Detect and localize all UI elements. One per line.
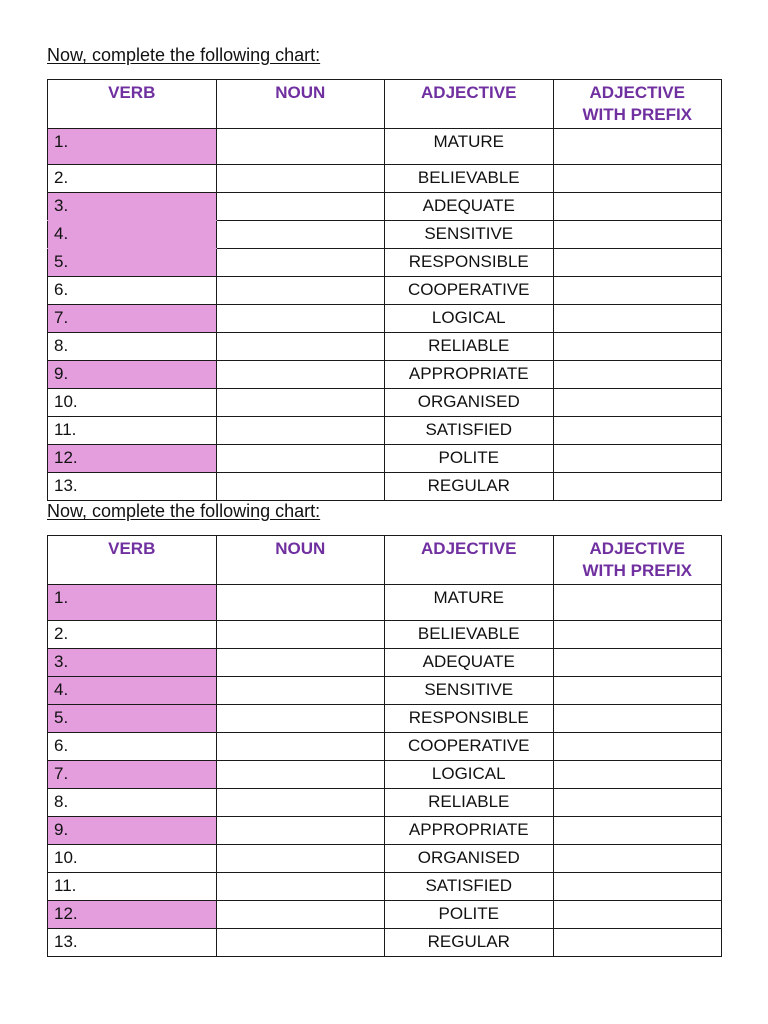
word-formation-chart [47, 79, 722, 501]
adjective-cell: BELIEVABLE [385, 621, 554, 649]
adjective-with-prefix-header: ADJECTIVE WITH PREFIX [553, 536, 722, 585]
header-row [48, 80, 722, 129]
prefix-adjective-cell[interactable] [553, 621, 722, 649]
adjective-cell: APPROPRIATE [385, 361, 554, 389]
verb-cell[interactable]: 10. [48, 845, 217, 873]
noun-cell[interactable] [216, 445, 385, 473]
adjective-cell: MATURE [385, 585, 554, 621]
noun-header: NOUN [216, 536, 385, 585]
table-row [48, 845, 722, 873]
verb-cell[interactable]: 3. [48, 649, 217, 677]
verb-cell[interactable]: 2. [48, 621, 217, 649]
adjective-header: ADJECTIVE [385, 80, 554, 129]
adjective-cell: SATISFIED [385, 873, 554, 901]
adjective-cell: MATURE [385, 129, 554, 165]
verb-cell[interactable]: 9. [48, 817, 217, 845]
table-row [48, 929, 722, 957]
header-row [48, 536, 722, 585]
adjective-cell: RELIABLE [385, 789, 554, 817]
table-row [48, 277, 722, 305]
prefix-adjective-cell[interactable] [553, 333, 722, 361]
verb-cell[interactable]: 10. [48, 389, 217, 417]
noun-cell[interactable] [216, 473, 385, 501]
noun-cell[interactable] [216, 621, 385, 649]
verb-header: VERB [48, 80, 217, 129]
noun-cell[interactable] [216, 789, 385, 817]
table-row [48, 761, 722, 789]
adjective-cell: COOPERATIVE [385, 277, 554, 305]
adjective-cell: APPROPRIATE [385, 817, 554, 845]
noun-cell[interactable] [216, 677, 385, 705]
noun-cell[interactable] [216, 277, 385, 305]
verb-cell[interactable]: 7. [48, 761, 217, 789]
prefix-adjective-cell[interactable] [553, 817, 722, 845]
noun-cell[interactable] [216, 193, 385, 221]
verb-cell[interactable]: 12. [48, 445, 217, 473]
table-row [48, 445, 722, 473]
prefix-adjective-cell[interactable] [553, 165, 722, 193]
noun-cell[interactable] [216, 305, 385, 333]
verb-cell[interactable]: 3. [48, 193, 217, 221]
verb-cell[interactable]: 8. [48, 789, 217, 817]
table-row [48, 873, 722, 901]
noun-cell[interactable] [216, 417, 385, 445]
prefix-adjective-cell[interactable] [553, 361, 722, 389]
adjective-cell: ADEQUATE [385, 649, 554, 677]
adjective-header: ADJECTIVE [385, 536, 554, 585]
noun-cell[interactable] [216, 929, 385, 957]
table-row [48, 817, 722, 845]
adjective-cell: REGULAR [385, 929, 554, 957]
noun-header: NOUN [216, 80, 385, 129]
verb-cell[interactable]: 13. [48, 473, 217, 501]
noun-cell[interactable] [216, 733, 385, 761]
table-row [48, 333, 722, 361]
adjective-cell: COOPERATIVE [385, 733, 554, 761]
verb-cell[interactable]: 5. [48, 249, 217, 277]
noun-cell[interactable] [216, 649, 385, 677]
adjective-cell: RELIABLE [385, 333, 554, 361]
prefix-adjective-cell[interactable] [553, 929, 722, 957]
prefix-adjective-cell[interactable] [553, 417, 722, 445]
noun-cell[interactable] [216, 845, 385, 873]
noun-cell[interactable] [216, 165, 385, 193]
adjective-cell: RESPONSIBLE [385, 249, 554, 277]
noun-cell[interactable] [216, 761, 385, 789]
verb-cell[interactable]: 2. [48, 165, 217, 193]
prefix-adjective-cell[interactable] [553, 845, 722, 873]
prefix-adjective-cell[interactable] [553, 901, 722, 929]
verb-cell[interactable]: 9. [48, 361, 217, 389]
verb-cell[interactable]: 11. [48, 873, 217, 901]
prefix-adjective-cell[interactable] [553, 873, 722, 901]
verb-cell[interactable]: 11. [48, 417, 217, 445]
table-row [48, 193, 722, 221]
adjective-cell: RESPONSIBLE [385, 705, 554, 733]
table-row [48, 221, 722, 249]
chart-instruction: Now, complete the following chart: [47, 501, 321, 521]
table-row [48, 165, 722, 193]
prefix-adjective-cell[interactable] [553, 677, 722, 705]
adjective-cell: REGULAR [385, 473, 554, 501]
adjective-cell: ORGANISED [385, 845, 554, 873]
table-row [48, 585, 722, 621]
verb-cell[interactable]: 8. [48, 333, 217, 361]
table-row [48, 789, 722, 817]
adjective-cell: POLITE [385, 445, 554, 473]
prefix-adjective-cell[interactable] [553, 585, 722, 621]
adjective-cell: SENSITIVE [385, 677, 554, 705]
table-row [48, 621, 722, 649]
noun-cell[interactable] [216, 585, 385, 621]
verb-header: VERB [48, 536, 217, 585]
adjective-cell: SATISFIED [385, 417, 554, 445]
verb-cell[interactable]: 6. [48, 277, 217, 305]
prefix-adjective-cell[interactable] [553, 389, 722, 417]
table-row [48, 417, 722, 445]
table-row [48, 389, 722, 417]
noun-cell[interactable] [216, 221, 385, 249]
verb-cell[interactable]: 4. [48, 221, 217, 249]
table-row [48, 473, 722, 501]
table-row [48, 249, 722, 277]
table-row [48, 677, 722, 705]
prefix-adjective-cell[interactable] [553, 305, 722, 333]
adjective-cell: SENSITIVE [385, 221, 554, 249]
adjective-cell: POLITE [385, 901, 554, 929]
verb-cell[interactable]: 5. [48, 705, 217, 733]
verb-cell[interactable]: 7. [48, 305, 217, 333]
table-row [48, 649, 722, 677]
chart-instruction: Now, complete the following chart: [47, 45, 321, 65]
verb-cell[interactable]: 12. [48, 901, 217, 929]
table-row [48, 733, 722, 761]
table-row [48, 705, 722, 733]
adjective-cell: ORGANISED [385, 389, 554, 417]
table-row [48, 361, 722, 389]
adjective-cell: ADEQUATE [385, 193, 554, 221]
prefix-adjective-cell[interactable] [553, 705, 722, 733]
prefix-adjective-cell[interactable] [553, 733, 722, 761]
table-row [48, 901, 722, 929]
noun-cell[interactable] [216, 129, 385, 165]
verb-cell[interactable]: 1. [48, 129, 217, 165]
prefix-adjective-cell[interactable] [553, 193, 722, 221]
noun-cell[interactable] [216, 249, 385, 277]
noun-cell[interactable] [216, 389, 385, 417]
adjective-cell: BELIEVABLE [385, 165, 554, 193]
prefix-adjective-cell[interactable] [553, 789, 722, 817]
noun-cell[interactable] [216, 901, 385, 929]
noun-cell[interactable] [216, 705, 385, 733]
prefix-adjective-cell[interactable] [553, 445, 722, 473]
adjective-cell: LOGICAL [385, 761, 554, 789]
verb-cell[interactable]: 4. [48, 677, 217, 705]
verb-cell[interactable]: 6. [48, 733, 217, 761]
noun-cell[interactable] [216, 333, 385, 361]
prefix-adjective-cell[interactable] [553, 221, 722, 249]
prefix-adjective-cell[interactable] [553, 249, 722, 277]
prefix-adjective-cell[interactable] [553, 129, 722, 165]
table-row [48, 305, 722, 333]
table-row [48, 129, 722, 165]
adjective-cell: LOGICAL [385, 305, 554, 333]
prefix-adjective-cell[interactable] [553, 649, 722, 677]
verb-cell[interactable]: 13. [48, 929, 217, 957]
verb-cell[interactable]: 1. [48, 585, 217, 621]
prefix-adjective-cell[interactable] [553, 761, 722, 789]
prefix-adjective-cell[interactable] [553, 473, 722, 501]
noun-cell[interactable] [216, 361, 385, 389]
word-formation-chart [47, 535, 722, 957]
adjective-with-prefix-header: ADJECTIVE WITH PREFIX [553, 80, 722, 129]
prefix-adjective-cell[interactable] [553, 277, 722, 305]
noun-cell[interactable] [216, 873, 385, 901]
noun-cell[interactable] [216, 817, 385, 845]
